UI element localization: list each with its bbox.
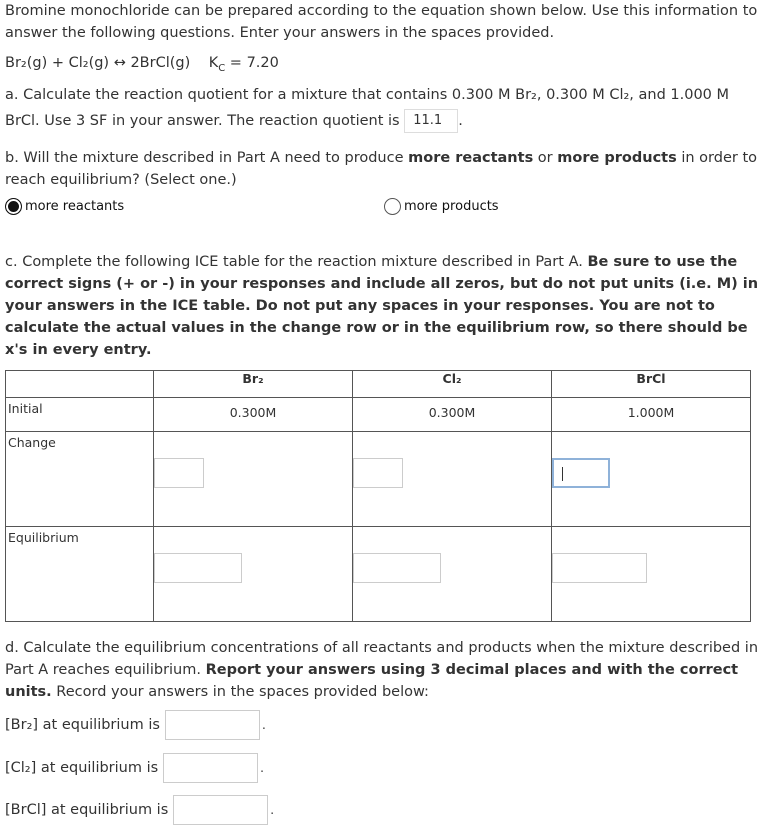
part-a-text: a. Calculate the reaction quotient for a mixture that contains 0.300 M Br₂, 0.300 M Cl₂, and 1.000 M BrCl. Use 3 SF in your answer. The reaction quotient is [5,87,730,129]
answer-row-brcl [5,795,274,825]
answer-label-br2: [Br₂] at equilibrium is [5,717,160,733]
answer-row-br2 [5,710,266,740]
option-more-reactants[interactable] [5,198,124,215]
answer-row-cl2 [5,753,264,783]
part-b-text-mid: or [533,150,558,166]
part-d [5,637,760,703]
ice-header-row [6,371,751,398]
part-b-text-post: in order to reach equilibrium? (Select one.) [5,150,758,188]
part-c [5,251,760,361]
kc-sub: C [218,62,226,74]
equilibrium-cl2-cell [353,527,552,622]
row-label-initial: Initial [6,398,154,432]
equilibrium-br2-cell [154,527,353,622]
change-br2-input[interactable] [154,458,204,488]
text-cursor [562,467,563,481]
equilibrium-brcl-input[interactable] [552,553,647,583]
initial-cl2: 0.300M [353,398,552,432]
answer-cl2-input[interactable] [163,753,258,783]
part-b-bold2: more products [557,150,677,166]
ice-row-initial [6,398,751,432]
kc-label: K [208,55,219,71]
change-cl2-input[interactable] [353,458,403,488]
answer-tail: . [261,718,266,732]
part-a [5,82,760,134]
intro-text: Bromine monochloride can be prepared according to the equation shown below. Use this information to answer the following questions. Enter your answers in the spaces provided. [5,3,758,41]
reaction-quotient-input[interactable]: 11.1 [404,109,458,133]
option-label: more products [404,199,499,214]
equation [5,52,760,80]
ice-row-equilibrium [6,527,751,622]
part-c-bold: Be sure to use the correct signs (+ or -) in your responses and include all zeros, but do not put units (i.e. M) in your answers in the ICE table. Do not put any spaces in your responses. You are not to calculate the actual values in the change row or in the equilibrium row, so there should be x's in every entry. [5,254,759,358]
part-c-text-pre: c. Complete the following ICE table for the reaction mixture described in Part A. [5,254,588,270]
part-d-text-pre: d. Calculate the equilibrium concentrations of all reactants and products when the mixture described in Part A reaches equilibrium. [5,640,759,678]
ice-table [5,370,751,622]
answer-label-cl2: [Cl₂] at equilibrium is [5,760,159,776]
ice-header-br2: Br₂ [154,371,353,398]
answer-brcl-input[interactable] [173,795,268,825]
part-a-tail: . [458,113,463,129]
ice-header-cl2: Cl₂ [353,371,552,398]
initial-brcl: 1.000M [552,398,751,432]
equilibrium-brcl-cell [552,527,751,622]
part-b-text-pre: b. Will the mixture described in Part A need to produce [5,150,409,166]
change-brcl-input[interactable] [552,458,610,488]
ice-row-change [6,432,751,527]
equilibrium-br2-input[interactable] [154,553,242,583]
answer-tail: . [260,761,264,775]
answer-label-brcl: [BrCl] at equilibrium is [5,802,169,818]
answer-tail: . [270,803,275,817]
radio-selected-icon[interactable] [5,198,22,215]
part-d-bold: Report your answers using 3 decimal places and with the correct units. [5,662,739,700]
ice-header-empty [6,371,154,398]
option-more-products[interactable] [384,198,499,215]
ice-header-brcl: BrCl [552,371,751,398]
row-label-equilibrium: Equilibrium [6,527,154,622]
change-br2-cell [154,432,353,527]
kc-value: = 7.20 [225,55,279,71]
change-brcl-cell [552,432,751,527]
part-b-bold1: more reactants [408,150,534,166]
radio-unselected-icon[interactable] [384,198,401,215]
row-label-change: Change [6,432,154,527]
equation-lhs: Br₂(g) + Cl₂(g) ↔ 2BrCl(g) [5,55,191,71]
initial-br2: 0.300M [154,398,353,432]
part-b-options [5,198,765,220]
part-d-text-post: Record your answers in the spaces provided below: [51,684,429,700]
part-b [5,147,760,191]
option-label: more reactants [25,199,125,214]
change-cl2-cell [353,432,552,527]
answer-br2-input[interactable] [165,710,260,740]
equilibrium-cl2-input[interactable] [353,553,441,583]
